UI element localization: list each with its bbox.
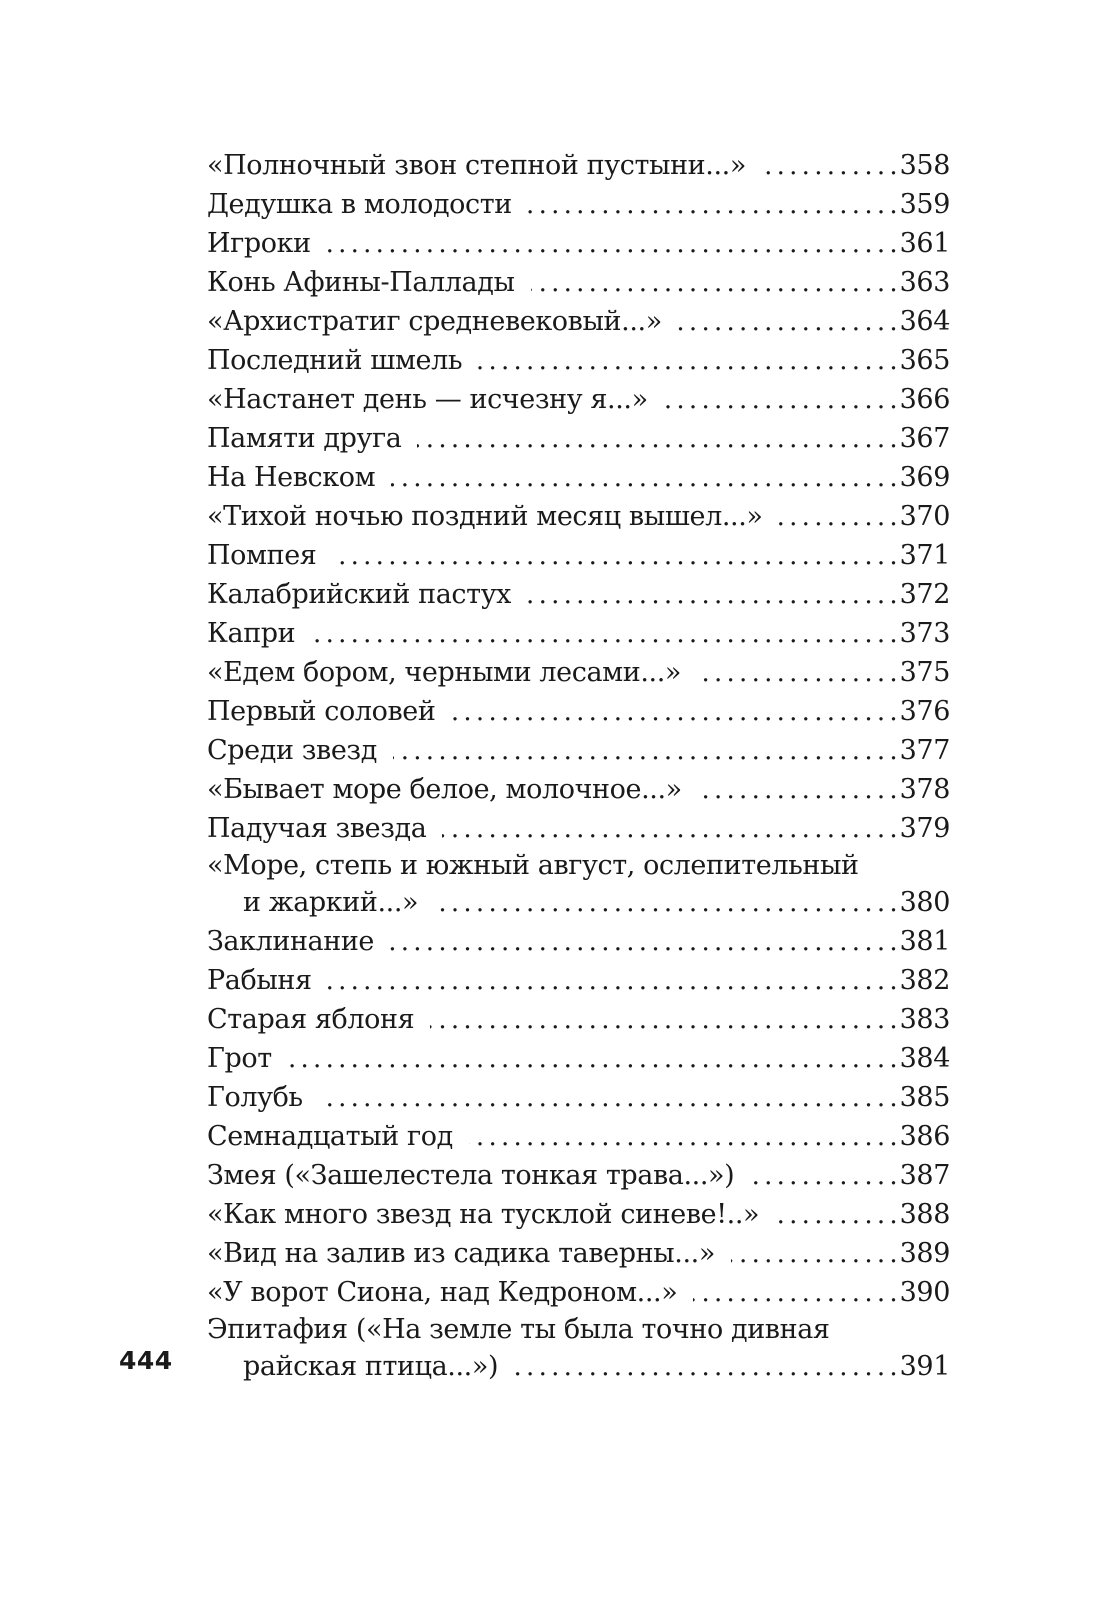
toc-entry xyxy=(207,731,950,770)
toc-entry xyxy=(207,692,950,731)
toc-entry-title: Калабрийский пастух xyxy=(207,579,512,610)
dot-leader xyxy=(417,420,895,459)
toc-entry-page: 384 xyxy=(899,1043,950,1074)
dot-leader xyxy=(693,1274,895,1313)
dot-leader xyxy=(531,264,896,303)
toc-entry xyxy=(207,1234,950,1273)
toc-entry-title: Помпея xyxy=(207,540,317,571)
toc-entry-page: 367 xyxy=(899,423,950,454)
toc-entry-title: «У ворот Сиона, над Кедроном...» xyxy=(207,1277,678,1308)
toc-entry-page: 376 xyxy=(899,696,950,727)
toc-entry-title: На Невском xyxy=(207,462,376,493)
toc-line xyxy=(207,809,950,848)
toc-line xyxy=(207,1039,950,1078)
toc-entry xyxy=(207,224,950,263)
toc-line xyxy=(207,497,950,536)
toc-entry-page: 363 xyxy=(899,267,950,298)
toc-entry xyxy=(207,263,950,302)
toc-entry xyxy=(207,848,950,922)
dot-leader xyxy=(478,342,895,381)
toc-line xyxy=(207,1117,950,1156)
toc-entry xyxy=(207,1195,950,1234)
toc-line xyxy=(207,380,950,419)
toc-entry-page: 378 xyxy=(899,774,950,805)
dot-leader xyxy=(434,884,896,923)
toc-entry-title: Дедушка в молодости xyxy=(207,189,512,220)
toc-entry-page: 369 xyxy=(899,462,950,493)
toc-entry-page: 377 xyxy=(899,735,950,766)
toc-entry-title: райская птица...») xyxy=(243,1351,499,1382)
toc-entry-page: 379 xyxy=(899,813,950,844)
toc-line xyxy=(207,1195,950,1234)
dot-leader xyxy=(430,1001,895,1040)
toc-entry-page: 361 xyxy=(899,228,950,259)
toc-entry-title: «Тихой ночью поздний месяц вышел...» xyxy=(207,501,763,532)
toc-entry-page: 381 xyxy=(899,926,950,957)
toc-entry xyxy=(207,922,950,961)
toc-entry-page: 358 xyxy=(899,150,950,181)
toc-entry xyxy=(207,536,950,575)
toc-line xyxy=(207,848,950,883)
toc-entry xyxy=(207,341,950,380)
toc-entry-page: 387 xyxy=(899,1160,950,1191)
toc-line xyxy=(207,922,950,961)
toc-entry-page: 364 xyxy=(899,306,950,337)
toc-line xyxy=(207,341,950,380)
toc-line xyxy=(207,961,950,1000)
toc-entry-title: Последний шмель xyxy=(207,345,463,376)
dot-leader xyxy=(469,1118,896,1157)
dot-leader xyxy=(762,147,896,186)
toc-entry xyxy=(207,770,950,809)
toc-entry-page: 385 xyxy=(899,1082,950,1113)
toc-entry-title: Старая яблоня xyxy=(207,1004,415,1035)
toc-entry xyxy=(207,419,950,458)
dot-leader xyxy=(391,459,895,498)
toc-line xyxy=(207,536,950,575)
toc-entry-title: Памяти друга xyxy=(207,423,402,454)
toc-entry-title: Игроки xyxy=(207,228,311,259)
toc-entry-page: 391 xyxy=(899,1351,950,1382)
toc-entry xyxy=(207,380,950,419)
toc-entry-page: 375 xyxy=(899,657,950,688)
toc-entry xyxy=(207,458,950,497)
toc-entry-title: Эпитафия («На земле ты была точно дивная xyxy=(207,1314,830,1345)
dot-leader xyxy=(698,771,896,810)
dot-leader xyxy=(514,1348,896,1387)
dot-leader xyxy=(311,615,895,654)
toc-line xyxy=(207,1078,950,1117)
toc-line xyxy=(207,692,950,731)
toc-line xyxy=(207,731,950,770)
dot-leader xyxy=(664,381,896,420)
dot-leader xyxy=(678,303,896,342)
dot-leader xyxy=(697,654,896,693)
toc-entry xyxy=(207,809,950,848)
toc-entry-title: Падучая звезда xyxy=(207,813,427,844)
toc-entry xyxy=(207,653,950,692)
toc-line xyxy=(207,653,950,692)
toc-entry xyxy=(207,185,950,224)
toc-entry-title: Первый соловей xyxy=(207,696,436,727)
toc-entry-page: 383 xyxy=(899,1004,950,1035)
toc-entry-title: Голубь xyxy=(207,1082,303,1113)
toc-entry-title: «Настанет день — исчезну я...» xyxy=(207,384,648,415)
toc-entry-title: «Едем бором, черными лесами...» xyxy=(207,657,682,688)
toc-line xyxy=(207,419,950,458)
toc-entry-title: Семнадцатый год xyxy=(207,1121,453,1152)
toc-entry-title: «Как много звезд на тусклой синеве!..» xyxy=(207,1199,760,1230)
toc-line xyxy=(207,1156,950,1195)
toc-line xyxy=(207,302,950,341)
toc-entry xyxy=(207,497,950,536)
toc-entry-title: «Вид на залив из садика таверны...» xyxy=(207,1238,715,1269)
toc-line xyxy=(207,146,950,185)
toc-entry-page: 365 xyxy=(899,345,950,376)
dot-leader xyxy=(332,537,895,576)
dot-leader xyxy=(731,1235,896,1274)
toc-entry-title: и жаркий...» xyxy=(243,887,419,918)
toc-line xyxy=(207,1234,950,1273)
toc-entry-page: 389 xyxy=(899,1238,950,1269)
toc-entry-page: 386 xyxy=(899,1121,950,1152)
toc-entry xyxy=(207,1156,950,1195)
toc-entry-title: Рабыня xyxy=(207,965,312,996)
toc-entry-title: «Море, степь и южный август, ослепительный xyxy=(207,850,859,881)
toc-line xyxy=(207,1312,950,1347)
toc-line xyxy=(207,575,950,614)
toc-entry xyxy=(207,1078,950,1117)
toc-entry-page: 372 xyxy=(899,579,950,610)
dot-leader xyxy=(390,923,896,962)
toc-entry xyxy=(207,302,950,341)
toc-entry xyxy=(207,961,950,1000)
toc-entry xyxy=(207,146,950,185)
toc-entry-page: 366 xyxy=(899,384,950,415)
dot-leader xyxy=(393,732,896,771)
toc-entry-page: 371 xyxy=(899,540,950,571)
page-number: 444 xyxy=(119,1346,173,1375)
dot-leader xyxy=(328,962,896,1001)
dot-leader xyxy=(327,225,896,264)
toc-line xyxy=(207,1273,950,1312)
dot-leader xyxy=(288,1040,896,1079)
toc-line xyxy=(207,883,950,922)
toc-entry-page: 370 xyxy=(899,501,950,532)
toc-entry xyxy=(207,1273,950,1312)
toc-entry-title: Змея («Зашелестела тонкая трава...») xyxy=(207,1160,735,1191)
toc-line xyxy=(207,1000,950,1039)
toc-entry-title: «Архистратиг средневековый...» xyxy=(207,306,662,337)
dot-leader xyxy=(451,693,895,732)
toc-entry-title: «Бывает море белое, молочное...» xyxy=(207,774,682,805)
toc-entry xyxy=(207,575,950,614)
toc-entry-page: 382 xyxy=(899,965,950,996)
dot-leader xyxy=(528,186,896,225)
toc-line xyxy=(207,224,950,263)
toc-entry xyxy=(207,1039,950,1078)
table-of-contents xyxy=(207,146,950,1386)
toc-entry-page: 359 xyxy=(899,189,950,220)
toc-entry-title: Конь Афины-Паллады xyxy=(207,267,515,298)
dot-leader xyxy=(779,498,896,537)
dot-leader xyxy=(319,1079,896,1118)
toc-entry-page: 373 xyxy=(899,618,950,649)
toc-line xyxy=(207,458,950,497)
dot-leader xyxy=(527,576,896,615)
toc-entry-title: Заклинание xyxy=(207,926,375,957)
toc-line xyxy=(207,185,950,224)
toc-entry-title: Грот xyxy=(207,1043,272,1074)
toc-line xyxy=(207,263,950,302)
dot-leader xyxy=(442,810,895,849)
toc-entry-title: Капри xyxy=(207,618,296,649)
dot-leader xyxy=(775,1196,896,1235)
toc-entry xyxy=(207,1000,950,1039)
toc-entry-page: 388 xyxy=(899,1199,950,1230)
dot-leader xyxy=(750,1157,895,1196)
toc-line xyxy=(207,1347,950,1386)
toc-line xyxy=(207,770,950,809)
toc-entry-title: Среди звезд xyxy=(207,735,377,766)
toc-entry xyxy=(207,1312,950,1386)
toc-entry-page: 380 xyxy=(899,887,950,918)
toc-line xyxy=(207,614,950,653)
toc-entry xyxy=(207,614,950,653)
toc-entry-title: «Полночный звон степной пустыни...» xyxy=(207,150,746,181)
toc-entry-page: 390 xyxy=(899,1277,950,1308)
toc-entry xyxy=(207,1117,950,1156)
